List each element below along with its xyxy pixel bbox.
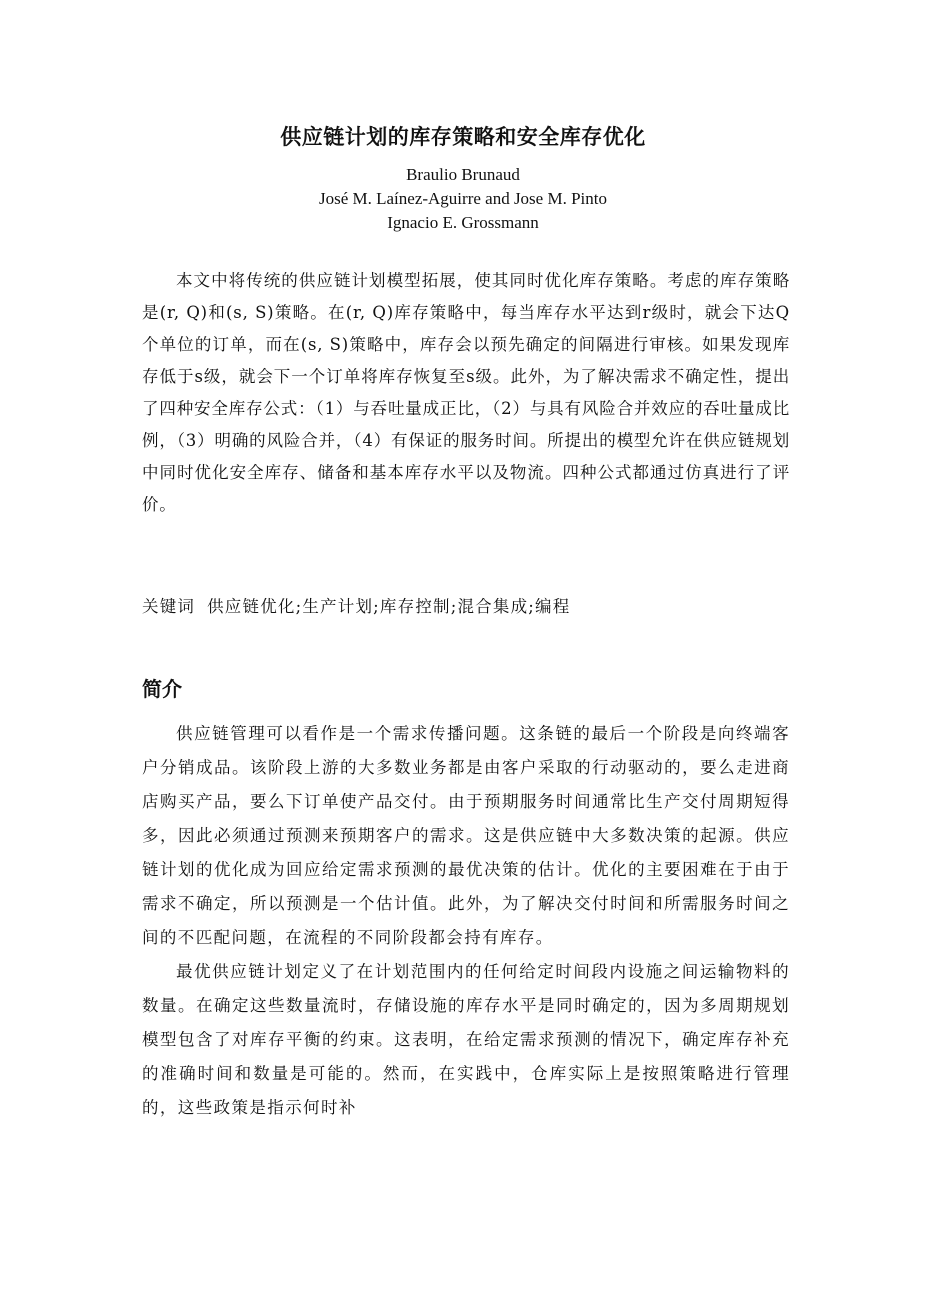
body-paragraph-2: 最优供应链计划定义了在计划范围内的任何给定时间段内设施之间运输物料的数量。在确定这些数量流时，存储设施的库存水平是同时确定的，因为多周期规划模型包含了对库存平衡的约束。这表明，在给定需求预测的情况下，确定库存补充的准确时间和数量是可能的。然而，在实践中，仓库实际上是按照策略进行管理的，这些政策是指示何时补: [142, 962, 790, 1117]
introduction-body: [142, 717, 790, 1125]
keywords-line: [142, 591, 790, 623]
author-line-1: Braulio Brunaud: [406, 165, 520, 184]
keywords-text: 供应链优化;生产计划;库存控制;混合集成;编程: [207, 597, 571, 616]
keywords-label: 关键词: [142, 597, 196, 616]
abstract-paragraph: 本文中将传统的供应链计划模型拓展，使其同时优化库存策略。考虑的库存策略是(r, Q)和(s, S)策略。在(r, Q)库存策略中，每当库存水平达到r级时，就会下达Q个单位的订单，而在(s, S)策略中，库存会以预先确定的间隔进行审核。如果发现库存低于s级，就会下一个订单将库存恢复至s级。此外，为了解决需求不确定性，提出了四种安全库存公式：（1）与吞吐量成正比，（2）与具有风险合并效应的吞吐量成比例，（3）明确的风险合并，（4）有保证的服务时间。所提出的模型允许在供应链规划中同时优化安全库存、储备和基本库存水平以及物流。四种公式都通过仿真进行了评价。: [142, 271, 790, 514]
body-paragraph-1: 供应链管理可以看作是一个需求传播问题。这条链的最后一个阶段是向终端客户分销成品。该阶段上游的大多数业务都是由客户采取的行动驱动的，要么走进商店购买产品，要么下订单使产品交付。由于预期服务时间通常比生产交付周期短得多，因此必须通过预测来预期客户的需求。这是供应链中大多数决策的起源。供应链计划的优化成为回应给定需求预测的最优决策的估计。优化的主要困难在于由于需求不确定，所以预测是一个估计值。此外，为了解决交付时间和所需服务时间之间的不匹配问题，在流程的不同阶段都会持有库存。: [142, 724, 790, 947]
section-heading-introduction: 简介: [142, 677, 182, 701]
author-block: [0, 163, 926, 235]
paper-title: 供应链计划的库存策略和安全库存优化: [280, 125, 646, 149]
author-line-2: José M. Laínez-Aguirre and Jose M. Pinto: [318, 189, 607, 208]
author-line-3: Ignacio E. Grossmann: [387, 213, 539, 232]
